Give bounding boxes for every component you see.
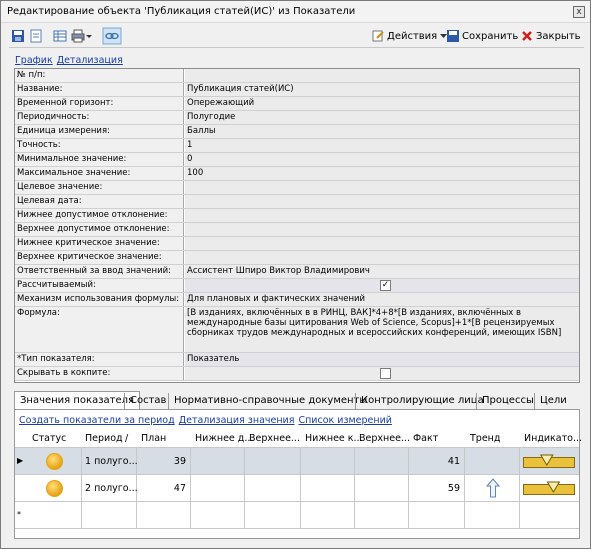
prop-label: Механизм использования формулы: [15,293,184,306]
prop-row-number [15,69,579,83]
prop-row-min [15,153,579,167]
actions-icon [372,30,384,42]
status-cell [15,448,82,474]
prop-row-periodicity [15,111,579,125]
properties-grid [14,68,580,383]
upper-crit-cell[interactable] [355,475,409,501]
tab-goals[interactable]: Цели [534,393,572,409]
tab-reference-docs[interactable]: Нормативно-справочные документы [168,393,372,409]
prop-row-upper-crit [15,251,579,265]
detail-link[interactable]: Детализация [56,55,123,66]
prop-label: Ответственный за ввод значений: [15,265,184,278]
panel-links [19,415,396,426]
prop-row-formula-mechanism [15,293,579,307]
actions-menu-button[interactable] [372,30,447,42]
prop-label: Целевое значение: [15,181,184,194]
actions-label: Действия [387,30,438,42]
col-lower-crit[interactable]: Нижнее к... [305,433,363,444]
tab-panel-values [14,409,583,539]
table-row[interactable] [15,475,579,502]
title-bar [1,1,590,23]
chart-link[interactable]: График [15,55,53,66]
prop-label: Единица измерения: [15,125,184,138]
table-row[interactable] [15,448,579,475]
prop-label: Периодичность: [15,111,184,124]
prop-value[interactable] [185,251,579,264]
prop-value[interactable] [185,195,579,208]
prop-row-responsible [15,265,579,279]
plan-cell[interactable]: 47 [137,475,191,501]
calculated-checkbox[interactable]: ✓ [381,280,390,290]
prop-label: *Тип показателя: [15,353,184,366]
prop-row-max [15,167,579,181]
up-arrow-icon [486,478,500,498]
save-button[interactable] [447,30,518,42]
col-indicator[interactable]: Индикато... [524,433,583,444]
empty-cell[interactable] [245,502,301,528]
prop-value[interactable] [185,237,579,250]
fact-cell[interactable]: 59 [409,475,465,501]
document-icon-button[interactable] [29,29,43,43]
prop-row-unit [15,125,579,139]
measurements-list-link[interactable]: Список измерений [298,415,392,426]
prop-label: Скрывать в кокпите: [15,367,184,380]
new-row-marker: * [17,510,21,519]
prop-label: Целевая дата: [15,195,184,208]
prop-row-type [15,353,579,367]
empty-cell [465,502,520,528]
print-icon-button[interactable] [71,29,85,43]
prop-row-target [15,181,579,195]
prop-label: Рассчитываемый: [15,279,184,292]
tab-strip [14,391,580,409]
window-close-button[interactable]: x [573,6,585,18]
lower-dev-cell[interactable] [191,448,245,474]
prop-value [185,367,579,380]
prop-row-hide-cockpit [15,367,579,381]
col-trend[interactable]: Тренд [470,433,501,444]
prop-label: Минимальное значение: [15,153,184,166]
values-grid [15,429,583,534]
prop-row-lower-crit [15,237,579,251]
prop-value [185,279,579,292]
trend-cell [465,475,520,501]
period-cell[interactable]: 1 полуго... [82,448,137,474]
close-label: Закрыть [536,30,581,42]
close-icon [521,30,533,42]
create-indicators-link[interactable]: Создать показатели за период [19,415,175,426]
status-cell [15,475,82,501]
print-dropdown-icon[interactable] [85,29,93,43]
col-period[interactable]: Период [85,433,123,444]
col-upper-crit[interactable]: Верхнее... [359,433,410,444]
trend-cell [465,448,520,474]
prop-value[interactable]: Для плановых и фактических значений [185,293,579,306]
prop-row-horizon [15,97,579,111]
tab-composition[interactable]: Состав [124,393,171,409]
empty-cell[interactable] [82,502,137,528]
indicator-gauge-icon [523,454,575,469]
prop-label: Нижнее допустимое отклонение: [15,209,184,222]
close-button[interactable] [521,30,581,42]
current-row-arrow-icon: ▶ [17,456,24,465]
upper-dev-cell[interactable] [245,475,301,501]
empty-cell[interactable] [355,502,409,528]
prop-value[interactable]: Опережающий [185,97,579,110]
hide-cockpit-checkbox[interactable] [380,368,391,379]
prop-value[interactable]: Баллы [185,125,579,138]
prop-row-upper-dev [15,223,579,237]
empty-cell[interactable] [137,502,191,528]
save-icon [447,30,459,42]
toolbar [9,26,584,48]
lower-crit-cell[interactable] [301,475,355,501]
fact-cell[interactable]: 41 [409,448,465,474]
prop-row-target-date [15,195,579,209]
table-icon-button[interactable] [53,29,67,43]
lower-dev-cell[interactable] [191,475,245,501]
period-cell[interactable]: 2 полуго... [82,475,137,501]
empty-cell[interactable] [301,502,355,528]
empty-cell[interactable] [409,502,465,528]
prop-row-name [15,83,579,97]
prop-value[interactable]: 100 [185,167,579,180]
prop-value[interactable]: Полугодие [185,111,579,124]
grid-header [15,429,583,448]
prop-value[interactable] [185,223,579,236]
prop-label: Название: [15,83,184,96]
prop-label: Верхнее критическое значение: [15,251,184,264]
prop-value[interactable]: Ассистент Шпиро Виктор Владимирович [185,265,579,278]
lower-crit-cell[interactable] [301,448,355,474]
prop-label: Временной горизонт: [15,97,184,110]
empty-cell[interactable] [191,502,245,528]
prop-label: Точность: [15,139,184,152]
indicator-gauge-icon [523,481,575,496]
tab-processes[interactable]: Процессы [476,393,539,409]
col-sort-marker: / [125,433,129,444]
top-links [15,55,127,66]
prop-row-precision [15,139,579,153]
prop-label: Формула: [15,307,184,352]
link-icon-button[interactable] [103,28,121,44]
prop-label: № п/п: [15,69,184,82]
status-indicator-icon [46,453,63,470]
col-status[interactable]: Статус [32,433,67,444]
upper-crit-cell[interactable] [355,448,409,474]
save-icon-button[interactable] [11,29,25,43]
prop-value[interactable] [185,69,579,82]
tab-indicator-values[interactable]: Значения показателя [14,391,140,410]
prop-label: Верхнее допустимое отклонение: [15,223,184,236]
value-detail-link[interactable]: Детализация значения [178,415,295,426]
prop-row-formula [15,307,579,353]
prop-value[interactable]: Публикация статей(ИС) [185,83,579,96]
prop-value[interactable] [185,181,579,194]
col-lower-dev[interactable]: Нижнее д... [195,433,254,444]
status-indicator-icon [46,480,63,497]
empty-cell [15,502,82,528]
prop-value[interactable]: 1 [185,139,579,152]
prop-row-lower-dev [15,209,579,223]
prop-value[interactable]: [В изданиях, включённых в в РИНЦ, ВАК]*4+8*[В изданиях, включённых в международные базы цитирования Web of Science, Scopus]+1*[В рецензируемых сборниках трудов международных и всероссийских конференций, имеющих ISBN] [185,307,579,352]
plan-cell[interactable]: 39 [137,448,191,474]
prop-row-calculated [15,279,579,293]
col-plan[interactable]: План [141,433,167,444]
upper-dev-cell[interactable] [245,448,301,474]
prop-value[interactable]: 0 [185,153,579,166]
prop-label: Максимальное значение: [15,167,184,180]
tab-controllers[interactable]: Контролирующие лица [355,393,489,409]
prop-label: Нижнее критическое значение: [15,237,184,250]
col-upper-dev[interactable]: Верхнее... [249,433,300,444]
col-fact[interactable]: Факт [413,433,439,444]
save-label: Сохранить [462,30,519,42]
prop-value[interactable]: Показатель [185,353,579,366]
prop-value[interactable] [185,209,579,222]
new-row[interactable] [15,502,579,529]
window-title: Редактирование объекта 'Публикация статей(ИС)' из Показатели [7,6,356,17]
